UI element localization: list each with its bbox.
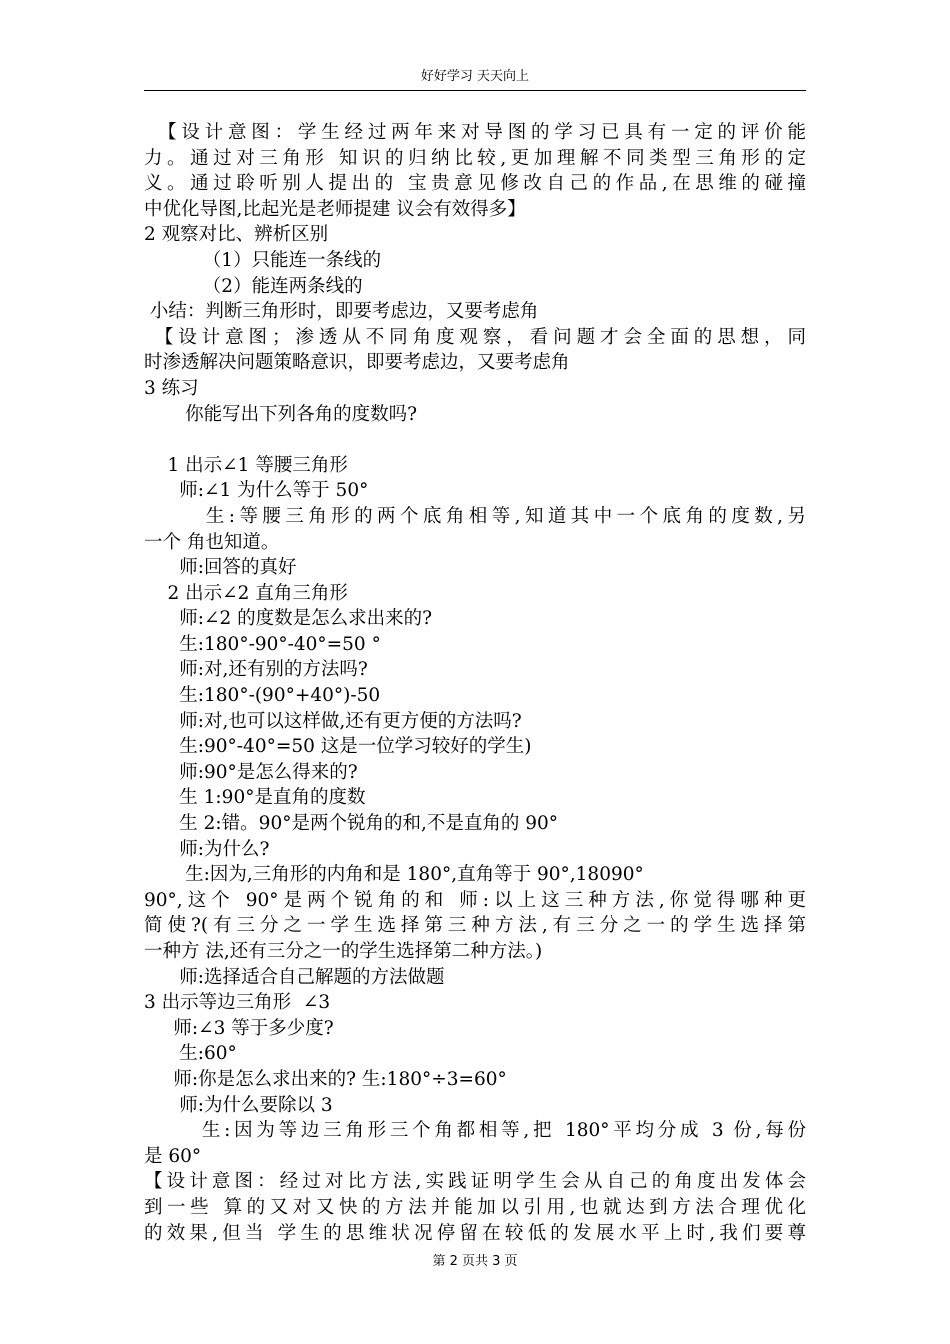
page-footer: 第 2 页共 3 页 xyxy=(432,1254,518,1269)
text-line: 中优化导图,比起光是老师提建 议会有效得多】 xyxy=(144,198,526,220)
text-line: 师:对,还有别的方法吗? xyxy=(144,659,368,681)
text-line: 师:选择适合自己解题的方法做题 xyxy=(144,966,445,988)
text-line: 生:180°-90°-40°=50 ° xyxy=(144,633,381,655)
text-line: 生:60° xyxy=(144,1043,237,1065)
blank-line xyxy=(144,427,806,453)
text-line: 生:180°-(90°+40°)-50 xyxy=(144,685,381,707)
text-line: 生 2:错。90°是两个锐角的和,不是直角的 90° xyxy=(144,813,559,835)
text-line: 义。通过聆听别人提出的 宝贵意见修改自己的作品,在思维的碰撞 xyxy=(144,173,806,195)
text-line: 一个 角也知道。 xyxy=(144,531,280,553)
text-line: 你能写出下列各角的度数吗? xyxy=(144,403,418,425)
text-line: 生:因为,三角形的内角和是 180°,直角等于 90°,18090° xyxy=(144,864,644,886)
text-line: （1）只能连一条线的 xyxy=(144,249,382,271)
text-line: 是 60° xyxy=(144,1145,202,1167)
text-line: 生:90°-40°=50 这是一位学习较好的学生) xyxy=(144,736,532,758)
text-line: 小结：判断三角形时，即要考虑边，又要考虑角 xyxy=(144,301,539,323)
text-line: 2 出示∠2 直角三角形 xyxy=(144,582,348,604)
text-line: 一种方 法,还有三分之一的学生选择第二种方法。) xyxy=(144,941,543,962)
text-line: 师:∠1 为什么等于 50° xyxy=(144,480,369,502)
text-line: 师:90°是怎么得来的? xyxy=(144,761,358,783)
text-line: 【设计意图：学生经过两年来对导图的学习已具有一定的评价能 xyxy=(144,122,806,143)
text-line: 生 1:90°是直角的度数 xyxy=(144,787,366,809)
text-line: 90°,这个 90°是两个锐角的和 师:以上这三种方法,你觉得哪种更 xyxy=(144,889,806,911)
text-line: 力。通过对三角形 知识的归纳比较,更加理解不同类型三角形的定 xyxy=(144,147,806,169)
text-line: 师:∠3 等于多少度? xyxy=(144,1017,334,1039)
text-line: 的效果,但当 学生的思维状况停留在较低的发展水平上时,我们要尊 xyxy=(144,1222,806,1244)
text-line: 师:为什么要除以 3 xyxy=(144,1094,333,1116)
text-line: 1 出示∠1 等腰三角形 xyxy=(144,454,348,476)
text-line: 师:回答的真好 xyxy=(144,557,297,579)
text-line: 【设计意图；渗透从不同角度观察，看问题才会全面的思想，同 xyxy=(144,326,806,348)
page-header: 好好学习 天天向上 xyxy=(144,66,806,91)
text-line: 简使?(有三分之一学生选择第三种方法,有三分之一的学生选择第 xyxy=(144,915,806,937)
text-line: 时渗透解决问题策略意识，即要考虑边，又要考虑角 xyxy=(144,352,570,374)
section-heading: 3 练习 xyxy=(144,377,199,399)
section-heading: 3 出示等边三角形 ∠3 xyxy=(144,992,331,1014)
text-line: 师:∠2 的度数是怎么求出来的? xyxy=(144,608,433,630)
text-line: 师:对,也可以这样做,还有更方便的方法吗? xyxy=(144,710,522,732)
text-line: 生:等腰三角形的两个底角相等,知道其中一个底角的度数,另 xyxy=(144,505,806,527)
text-line: 生:因为等边三角形三个角都相等,把 180°平均分成 3 份,每份 xyxy=(144,1120,806,1142)
text-line: 师:你是怎么求出来的? 生:180°÷3=60° xyxy=(144,1068,507,1090)
text-line: 师:为什么? xyxy=(144,838,270,860)
text-line: 【设计意图：经过对比方法,实践证明学生会从自己的角度出发体会 xyxy=(144,1171,806,1193)
text-line: （2）能连两条线的 xyxy=(144,275,363,297)
text-line: 到一些 算的又对又快的方法并能加以引用,也就达到方法合理优化 xyxy=(144,1196,806,1218)
section-heading: 2 观察对比、辨析区别 xyxy=(144,224,329,246)
document-body xyxy=(144,120,806,1246)
